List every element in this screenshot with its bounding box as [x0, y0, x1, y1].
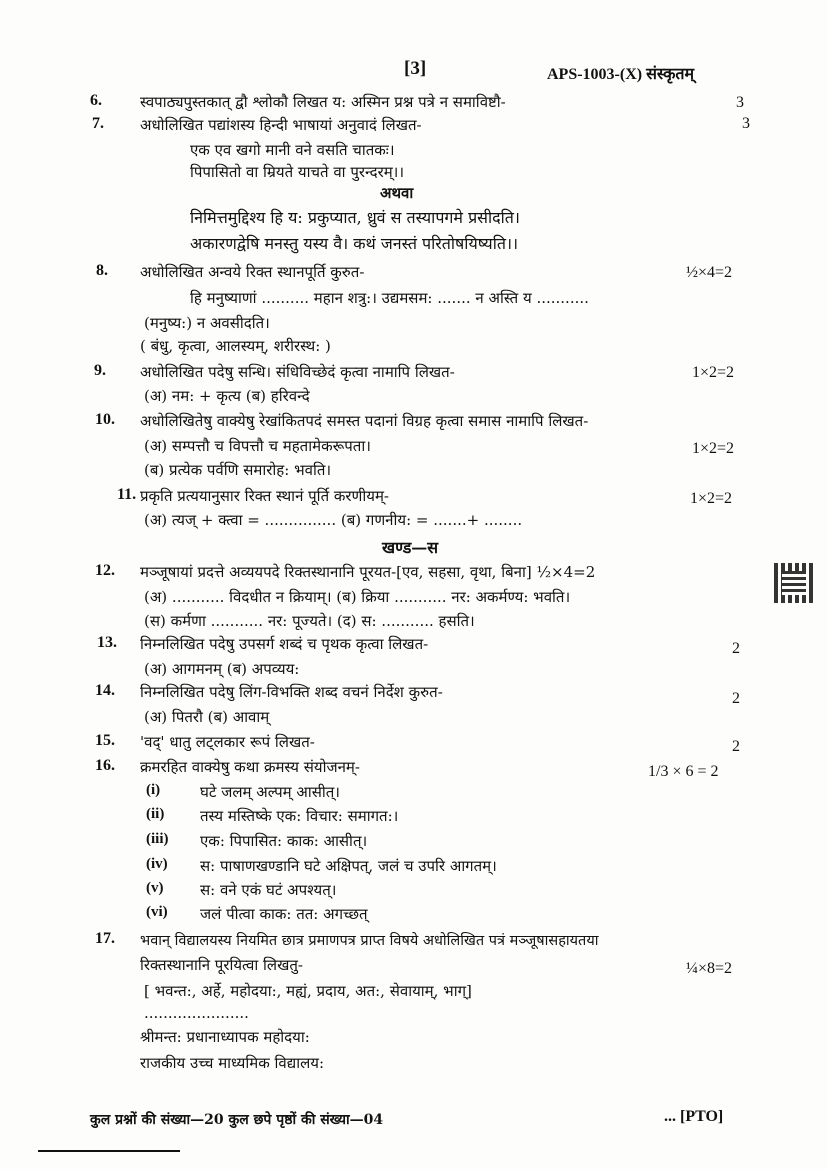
q6-number: 6. — [90, 92, 102, 109]
q15-marks: 2 — [732, 738, 740, 755]
q13-options: (अ) आगमनम् (ब) अपव्यय: — [144, 660, 300, 678]
q10-number: 10. — [95, 411, 115, 428]
q11-options: (अ) त्यज् + क्त्वा = ............... (ब) गणनीय: = .......+ ........ — [144, 511, 523, 529]
q8-line2: (मनुष्य:) न अवसीदति। — [144, 314, 270, 332]
q16-item-text: स: वने एकं घटं अपश्यत्। — [200, 881, 337, 899]
q8-wordbox: ( बंधु, कृत्वा, आलस्यम्, शरीरस्थ: ) — [140, 337, 331, 355]
q11-text: प्रकृति प्रत्ययानुसार रिक्त स्थानं पूर्ति करणीयम्- — [140, 487, 390, 505]
q17-blank-line: ...................... — [144, 1004, 249, 1022]
q13-number: 13. — [97, 634, 117, 651]
q16-number: 16. — [95, 757, 115, 774]
q10-marks: 1×2=2 — [692, 440, 735, 457]
q16-item-numeral: (iv) — [146, 856, 168, 872]
q12-text: मञ्जूषायां प्रदत्ते अव्ययपदे रिक्तस्थानानि पूरयत-[एव, सहसा, वृथा, बिना] ½×4=2 — [140, 563, 596, 581]
q17-text-line2: रिक्तस्थानानि पूरयित्वा लिखतु- — [140, 956, 303, 974]
q16-marks: 1/3 × 6 = 2 — [648, 763, 719, 780]
q17-wordbox: [ भवन्त:, अर्हे, महोदया:, मह्यं, प्रदाय, अत:, सेवायाम्, भाग्] — [144, 982, 472, 1000]
q16-item-numeral: (i) — [146, 782, 161, 798]
q9-text: अधोलिखित पदेषु सन्धि। संधिविच्छेदं कृत्वा नामापि लिखत- — [140, 363, 455, 381]
q7-verse-line3: निमित्तमुद्दिश्य हि य: प्रकुप्यात, ध्रुवं स तस्यापगमे प्रसीदति। — [190, 208, 520, 227]
q16-text: क्रमरहित वाक्येषु कथा क्रमस्य संयोजनम्- — [140, 758, 360, 776]
footer-rule — [38, 1150, 180, 1152]
q7-verse-line4: अकारणद्वेषि मनस्तु यस्य वै। कथं जनस्तं परितोषयिष्यति।। — [190, 234, 519, 253]
q8-number: 8. — [96, 262, 108, 279]
q16-item-numeral: (ii) — [146, 806, 165, 822]
footer-pto: ... [PTO] — [664, 1108, 724, 1125]
q17-marks: ¼×8=2 — [686, 960, 733, 977]
q14-marks: 2 — [732, 690, 740, 707]
q7-verse-line1: एक एव खगो मानी वने वसति चातकः। — [190, 141, 395, 159]
q13-marks: 2 — [732, 640, 740, 657]
page-number: [3] — [404, 58, 427, 79]
q12-line2: (स) कर्मणा ........... नर: पूज्यते। (द) स: ........... हसति। — [144, 612, 475, 630]
q7-number: 7. — [92, 115, 104, 132]
q8-marks: ½×4=2 — [686, 264, 733, 281]
q8-line1: हि मनुष्याणां .......... महान शत्रु:। उद्यमसम: ....... न अस्ति य ........... — [190, 289, 589, 307]
footer-question-count: कुल प्रश्नों की संख्या—20 कुल छपे पृष्ठों की संख्या—04 — [90, 1112, 384, 1128]
q7-text: अधोलिखित पद्यांशस्य हिन्दी भाषायां अनुवादं लिखत- — [140, 116, 422, 134]
q16-item-text: जलं पीत्वा काक: तत: अगच्छत् — [200, 905, 368, 923]
q16-item-numeral: (v) — [146, 880, 164, 896]
q7-verse-line2: पिपासितो वा म्रियते याचते वा पुरन्दरम्।। — [190, 163, 405, 181]
q6-text: स्वपाठ्यपुस्तकात् द्वौ श्लोकौ लिखत य: अस्मिन प्रश्न पत्रे न समाविष्टौ- — [140, 93, 506, 111]
q11-marks: 1×2=2 — [690, 490, 733, 507]
q10-option-a: (अ) सम्पत्तौ च विपत्तौ च महतामेकरूपता। — [144, 437, 371, 455]
q16-item-numeral: (vi) — [146, 904, 168, 920]
q17-text: भवान् विद्यालयस्य नियमित छात्र प्रमाणपत्र प्राप्त विषये अधोलिखित पत्रं मञ्जूषासहायतया — [140, 933, 599, 949]
q17-letter-salutation: श्रीमन्त: प्रधानाध्यापक महोदया: — [140, 1028, 310, 1046]
section-heading: खण्ड—स — [382, 538, 439, 557]
q10-option-b: (ब) प्रत्येक पर्वणि समारोह: भवति। — [144, 461, 332, 479]
q9-marks: 1×2=2 — [692, 364, 735, 381]
paper-code: APS-1003-(X) संस्कृतम् — [547, 66, 695, 83]
q16-item-text: एक: पिपासित: काक: आसीत्। — [200, 832, 368, 850]
q17-number: 17. — [95, 930, 115, 947]
q16-item-text: घटे जलम् अल्पम् आसीत्। — [200, 783, 340, 801]
q9-options: (अ) नम: + कृत्य (ब) हरिवन्दे — [144, 387, 310, 405]
q16-item-text: तस्य मस्तिष्के एक: विचार: समागत:। — [200, 807, 399, 825]
qr-code — [774, 563, 814, 603]
q15-text: 'वद्' धातु लट्लकार रूपं लिखत- — [140, 733, 315, 751]
q16-item-numeral: (iii) — [146, 831, 169, 847]
q14-text: निम्नलिखित पदेषु लिंग-विभक्ति शब्द वचनं निर्देश कुरुत- — [140, 683, 443, 701]
q8-text: अधोलिखित अन्वये रिक्त स्थानपूर्ति कुरुत- — [140, 263, 365, 281]
q6-marks: 3 — [736, 94, 744, 111]
q9-number: 9. — [94, 362, 106, 379]
q10-text: अधोलिखितेषु वाक्येषु रेखांकितपदं समस्त पदानां विग्रह कृत्वा समास नामापि लिखत- — [140, 412, 589, 430]
q14-options: (अ) पितरौ (ब) आवाम् — [144, 708, 270, 726]
q15-number: 15. — [95, 732, 115, 749]
q12-line1: (अ) ........... विदधीत न क्रियाम्। (ब) क्रिया ........... नर: अकर्मण्य: भवति। — [144, 588, 571, 606]
q14-number: 14. — [95, 682, 115, 699]
q13-text: निम्नलिखित पदेषु उपसर्ग शब्दं च पृथक कृत्वा लिखत- — [140, 635, 429, 653]
q7-marks: 3 — [742, 115, 750, 132]
q7-or-label: अथवा — [380, 184, 414, 202]
q12-number: 12. — [95, 562, 115, 579]
q17-letter-school: राजकीय उच्च माध्यमिक विद्यालय: — [140, 1054, 325, 1072]
q16-item-text: स: पाषाणखण्डानि घटे अक्षिपत्, जलं च उपरि आगतम्। — [200, 857, 497, 875]
q11-number: 11. — [117, 486, 137, 503]
